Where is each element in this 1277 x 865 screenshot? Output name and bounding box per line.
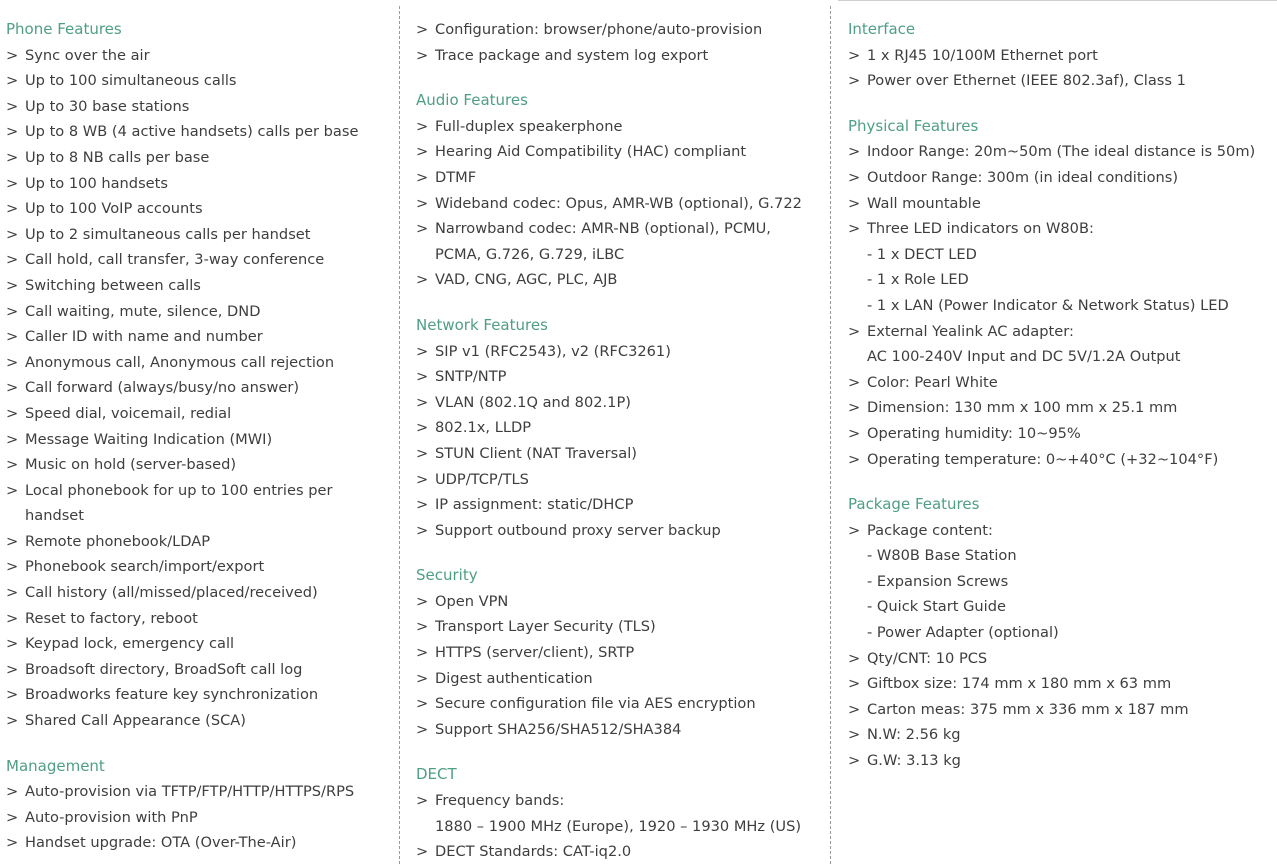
feature-text: Caller ID with name and number	[25, 328, 263, 346]
bullet-marker: >	[6, 200, 19, 218]
bullet-marker: >	[848, 220, 861, 238]
feature-text: Configuration: browser/phone/auto-provision	[435, 21, 763, 38]
feature-item	[6, 247, 398, 273]
feature-text: Message Waiting Indication (MWI)	[25, 430, 273, 448]
feature-text: Hearing Aid Compatibility (HAC) compliant	[435, 143, 747, 161]
feature-list	[848, 518, 1277, 774]
feature-text: - Expansion Screws	[867, 572, 1009, 590]
feature-item	[6, 68, 398, 94]
bullet-marker: >	[848, 726, 861, 744]
feature-text: Support SHA256/SHA512/SHA384	[435, 720, 682, 738]
feature-subitem	[848, 242, 1277, 268]
feature-section	[416, 17, 828, 68]
feature-text: Operating temperature: 0~+40°C (+32~104°F)	[867, 450, 1219, 468]
feature-text: - W80B Base Station	[867, 547, 1017, 565]
feature-item	[6, 375, 398, 401]
bullet-marker: >	[6, 148, 19, 166]
bullet-marker: >	[6, 174, 19, 192]
feature-list	[416, 17, 828, 68]
bullet-marker: >	[416, 644, 429, 662]
feature-section	[416, 88, 828, 293]
feature-text: Indoor Range: 20m~50m (The ideal distance is 50m)	[867, 143, 1256, 161]
feature-section	[416, 313, 828, 543]
feature-section	[416, 563, 828, 742]
feature-item	[848, 748, 1277, 774]
feature-text: Call history (all/missed/placed/received)	[25, 584, 318, 602]
feature-item	[6, 805, 398, 831]
bullet-marker: >	[6, 834, 19, 852]
section-title: Security	[416, 566, 478, 585]
feature-text: 802.1x, LLDP	[435, 419, 531, 437]
feature-text: DECT Standards: CAT-iq2.0	[435, 843, 632, 861]
feature-item	[6, 94, 398, 120]
feature-text: G.W: 3.13 kg	[867, 752, 961, 770]
feature-text: - 1 x DECT LED	[867, 245, 977, 263]
feature-text: Power over Ethernet (IEEE 802.3af), Class 1	[867, 72, 1186, 90]
feature-item	[6, 554, 398, 580]
feature-item	[848, 646, 1277, 672]
feature-item	[848, 319, 1277, 345]
feature-item	[416, 589, 828, 615]
feature-text: Carton meas: 375 mm x 336 mm x 187 mm	[867, 700, 1189, 718]
feature-text: Qty/CNT: 10 PCS	[867, 649, 988, 667]
feature-text: Shared Call Appearance (SCA)	[25, 712, 246, 730]
feature-item-continuation	[416, 814, 828, 840]
bullet-marker: >	[416, 46, 429, 64]
feature-item	[6, 350, 398, 376]
feature-item	[848, 139, 1277, 165]
section-title: Network Features	[416, 315, 548, 334]
bullet-marker: >	[416, 194, 429, 212]
feature-text: Handset upgrade: OTA (Over-The-Air)	[25, 834, 297, 852]
feature-text: Giftbox size: 174 mm x 180 mm x 63 mm	[867, 675, 1172, 693]
bullet-marker: >	[848, 752, 861, 770]
feature-text: SIP v1 (RFC2543), v2 (RFC3261)	[435, 342, 671, 360]
feature-subitem	[848, 267, 1277, 293]
feature-item	[6, 299, 398, 325]
section-title: Interface	[848, 20, 916, 38]
bullet-marker: >	[416, 342, 429, 360]
feature-item	[6, 478, 398, 504]
feature-item	[6, 830, 398, 856]
bullet-marker: >	[6, 712, 19, 730]
feature-item	[6, 682, 398, 708]
bullet-marker: >	[416, 592, 429, 610]
feature-text: Up to 100 simultaneous calls	[25, 72, 237, 90]
feature-item	[848, 165, 1277, 191]
feature-item	[848, 447, 1277, 473]
feature-item	[416, 467, 828, 493]
feature-item-continuation	[6, 503, 398, 529]
feature-item	[416, 191, 828, 217]
feature-subitem	[848, 543, 1277, 569]
bullet-marker: >	[848, 424, 861, 442]
feature-item	[416, 614, 828, 640]
feature-item	[848, 722, 1277, 748]
feature-list	[416, 339, 828, 544]
bullet-marker: >	[416, 843, 429, 861]
feature-item	[416, 364, 828, 390]
bullet-marker: >	[848, 168, 861, 186]
feature-text: Color: Pearl White	[867, 373, 998, 391]
feature-item	[416, 390, 828, 416]
feature-item	[416, 17, 828, 43]
feature-item	[6, 119, 398, 145]
bullet-marker: >	[848, 675, 861, 693]
bullet-marker: >	[416, 117, 429, 135]
bullet-marker: >	[848, 373, 861, 391]
feature-item	[848, 43, 1277, 69]
feature-text: Narrowband codec: AMR-NB (optional), PCMU,	[435, 220, 771, 238]
bullet-marker: >	[6, 276, 19, 294]
feature-text: Switching between calls	[25, 276, 201, 294]
feature-item	[416, 339, 828, 365]
top-rule	[838, 0, 1277, 1]
feature-item	[6, 631, 398, 657]
feature-item	[6, 196, 398, 222]
feature-list	[848, 43, 1277, 94]
feature-text: Anonymous call, Anonymous call rejection	[25, 353, 335, 371]
bullet-marker: >	[848, 322, 861, 340]
feature-item	[848, 697, 1277, 723]
feature-text: Up to 8 WB (4 active handsets) calls per base	[25, 123, 359, 141]
feature-text: SNTP/NTP	[435, 368, 507, 386]
bullet-marker: >	[848, 399, 861, 417]
feature-text: - Quick Start Guide	[867, 598, 1006, 616]
feature-text: Phonebook search/import/export	[25, 558, 265, 576]
bullet-marker: >	[416, 669, 429, 687]
feature-section	[6, 754, 398, 856]
feature-text: Support outbound proxy server backup	[435, 521, 721, 539]
feature-item	[416, 839, 828, 865]
feature-item	[416, 267, 828, 293]
bullet-marker: >	[416, 792, 429, 810]
feature-text: Trace package and system log export	[435, 46, 709, 64]
feature-list	[6, 779, 398, 856]
feature-item	[416, 139, 828, 165]
feature-text: Local phonebook for up to 100 entries per	[25, 481, 333, 499]
bullet-marker: >	[416, 419, 429, 437]
feature-text: UDP/TCP/TLS	[435, 470, 529, 488]
bullet-marker: >	[848, 450, 861, 468]
bullet-marker: >	[416, 168, 429, 186]
feature-item	[6, 657, 398, 683]
feature-text: External Yealink AC adapter:	[867, 322, 1074, 340]
feature-list	[848, 139, 1277, 472]
feature-text: Frequency bands:	[435, 792, 565, 810]
feature-text: DTMF	[435, 168, 477, 186]
bullet-marker: >	[6, 251, 19, 269]
feature-item	[6, 779, 398, 805]
feature-item	[416, 441, 828, 467]
feature-item	[6, 273, 398, 299]
column-2	[416, 17, 828, 865]
bullet-marker: >	[416, 496, 429, 514]
feature-text: Transport Layer Security (TLS)	[435, 618, 656, 636]
bullet-marker: >	[6, 430, 19, 448]
bullet-marker: >	[6, 783, 19, 801]
feature-text: VLAN (802.1Q and 802.1P)	[435, 393, 631, 411]
feature-text: Outdoor Range: 300m (in ideal conditions)	[867, 168, 1179, 186]
feature-item	[848, 191, 1277, 217]
bullet-marker: >	[6, 404, 19, 422]
section-title: Physical Features	[848, 116, 979, 135]
bullet-marker: >	[6, 481, 19, 499]
column-divider-2	[830, 6, 831, 864]
feature-text: 1 x RJ45 10/100M Ethernet port	[867, 46, 1098, 64]
bullet-marker: >	[416, 470, 429, 488]
bullet-marker: >	[848, 46, 861, 64]
feature-item	[6, 427, 398, 453]
feature-text: Up to 30 base stations	[25, 97, 190, 115]
bullet-marker: >	[416, 143, 429, 161]
feature-text: Sync over the air	[25, 46, 150, 64]
feature-text: Music on hold (server-based)	[25, 456, 237, 474]
section-title: Management	[6, 756, 105, 775]
bullet-marker: >	[848, 521, 861, 539]
bullet-marker: >	[6, 686, 19, 704]
bullet-marker: >	[6, 808, 19, 826]
feature-text: PCMA, G.726, G.729, iLBC	[435, 245, 625, 263]
feature-text: Remote phonebook/LDAP	[25, 532, 211, 550]
section-title: DECT	[416, 765, 457, 784]
bullet-marker: >	[416, 368, 429, 386]
feature-section	[848, 17, 1277, 94]
feature-text: Call waiting, mute, silence, DND	[25, 302, 261, 320]
feature-list	[6, 43, 398, 734]
feature-text: VAD, CNG, AGC, PLC, AJB	[435, 271, 618, 289]
feature-item	[416, 717, 828, 743]
bullet-marker: >	[6, 46, 19, 64]
bullet-marker: >	[6, 123, 19, 141]
feature-text: Wall mountable	[867, 194, 981, 212]
feature-list	[416, 788, 828, 865]
feature-text: Keypad lock, emergency call	[25, 635, 235, 653]
feature-item	[6, 145, 398, 171]
feature-item	[848, 421, 1277, 447]
feature-item	[416, 114, 828, 140]
bullet-marker: >	[848, 649, 861, 667]
section-title: Phone Features	[6, 20, 122, 38]
bullet-marker: >	[416, 271, 429, 289]
bullet-marker: >	[416, 618, 429, 636]
feature-item	[6, 401, 398, 427]
bullet-marker: >	[6, 609, 19, 627]
bullet-marker: >	[6, 379, 19, 397]
feature-item	[848, 68, 1277, 94]
feature-text: Auto-provision with PnP	[25, 808, 198, 826]
bullet-marker: >	[6, 353, 19, 371]
feature-text: HTTPS (server/client), SRTP	[435, 644, 635, 662]
bullet-marker: >	[416, 444, 429, 462]
feature-text: handset	[25, 507, 85, 525]
feature-text: Three LED indicators on W80B:	[867, 220, 1094, 238]
feature-text: Call hold, call transfer, 3-way conference	[25, 251, 325, 269]
feature-section	[416, 762, 828, 864]
bullet-marker: >	[6, 558, 19, 576]
feature-item	[848, 370, 1277, 396]
feature-text: Package content:	[867, 521, 993, 539]
feature-subitem	[848, 293, 1277, 319]
feature-section	[848, 114, 1277, 472]
feature-item	[416, 691, 828, 717]
bullet-marker: >	[6, 532, 19, 550]
feature-section	[6, 17, 398, 734]
feature-text: - 1 x LAN (Power Indicator & Network Status) LED	[867, 296, 1229, 314]
bullet-marker: >	[416, 21, 429, 38]
feature-section	[848, 492, 1277, 774]
feature-text: Wideband codec: Opus, AMR-WB (optional), G.722	[435, 194, 802, 212]
feature-item	[6, 43, 398, 69]
bullet-marker: >	[6, 225, 19, 243]
feature-list	[416, 589, 828, 743]
feature-item	[848, 671, 1277, 697]
feature-item	[848, 518, 1277, 544]
feature-item	[6, 606, 398, 632]
feature-item	[6, 529, 398, 555]
feature-text: Auto-provision via TFTP/FTP/HTTP/HTTPS/RPS	[25, 783, 355, 801]
column-3	[848, 17, 1277, 774]
column-1	[6, 17, 398, 856]
bullet-marker: >	[416, 720, 429, 738]
feature-text: Secure configuration file via AES encryption	[435, 695, 756, 713]
feature-item	[848, 216, 1277, 242]
feature-item-continuation	[848, 344, 1277, 370]
feature-text: - Power Adapter (optional)	[867, 624, 1059, 642]
feature-text: Broadsoft directory, BroadSoft call log	[25, 660, 303, 678]
feature-item	[6, 452, 398, 478]
feature-item	[6, 171, 398, 197]
bullet-marker: >	[848, 72, 861, 90]
bullet-marker: >	[6, 97, 19, 115]
feature-text: Broadworks feature key synchronization	[25, 686, 319, 704]
feature-item	[416, 43, 828, 69]
feature-text: Open VPN	[435, 592, 509, 610]
feature-text: Up to 2 simultaneous calls per handset	[25, 225, 311, 243]
bullet-marker: >	[6, 302, 19, 320]
feature-item	[416, 788, 828, 814]
feature-text: IP assignment: static/DHCP	[435, 496, 634, 514]
feature-text: Up to 100 VoIP accounts	[25, 200, 203, 218]
feature-item	[848, 395, 1277, 421]
feature-text: AC 100-240V Input and DC 5V/1.2A Output	[867, 348, 1181, 366]
feature-text: Full-duplex speakerphone	[435, 117, 623, 135]
feature-item	[416, 492, 828, 518]
feature-text: Up to 100 handsets	[25, 174, 168, 192]
feature-text: STUN Client (NAT Traversal)	[435, 444, 637, 462]
bullet-marker: >	[6, 584, 19, 602]
bullet-marker: >	[416, 393, 429, 411]
section-title: Package Features	[848, 495, 980, 514]
feature-item	[416, 640, 828, 666]
feature-text: Dimension: 130 mm x 100 mm x 25.1 mm	[867, 399, 1178, 417]
bullet-marker: >	[416, 220, 429, 238]
feature-item	[416, 666, 828, 692]
feature-text: Up to 8 NB calls per base	[25, 148, 210, 166]
feature-text: Reset to factory, reboot	[25, 609, 198, 627]
feature-item	[416, 216, 828, 242]
feature-subitem	[848, 594, 1277, 620]
bullet-marker: >	[848, 143, 861, 161]
bullet-marker: >	[6, 328, 19, 346]
bullet-marker: >	[6, 72, 19, 90]
feature-text: Operating humidity: 10~95%	[867, 424, 1081, 442]
feature-text: - 1 x Role LED	[867, 271, 969, 289]
feature-text: Speed dial, voicemail, redial	[25, 404, 232, 422]
feature-item	[416, 165, 828, 191]
feature-item	[6, 708, 398, 734]
feature-item	[416, 415, 828, 441]
feature-text: Call forward (always/busy/no answer)	[25, 379, 300, 397]
bullet-marker: >	[6, 660, 19, 678]
feature-text: Digest authentication	[435, 669, 593, 687]
section-title: Audio Features	[416, 91, 528, 110]
feature-item-continuation	[416, 242, 828, 268]
bullet-marker: >	[848, 700, 861, 718]
bullet-marker: >	[848, 194, 861, 212]
feature-item	[416, 518, 828, 544]
bullet-marker: >	[416, 521, 429, 539]
feature-list	[416, 114, 828, 293]
feature-item	[6, 580, 398, 606]
bullet-marker: >	[416, 695, 429, 713]
feature-item	[6, 324, 398, 350]
bullet-marker: >	[6, 635, 19, 653]
feature-text: N.W: 2.56 kg	[867, 726, 961, 744]
feature-subitem	[848, 620, 1277, 646]
feature-item	[6, 222, 398, 248]
feature-subitem	[848, 569, 1277, 595]
column-divider-1	[399, 6, 400, 864]
bullet-marker: >	[6, 456, 19, 474]
feature-text: 1880 – 1900 MHz (Europe), 1920 – 1930 MHz (US)	[435, 817, 802, 835]
